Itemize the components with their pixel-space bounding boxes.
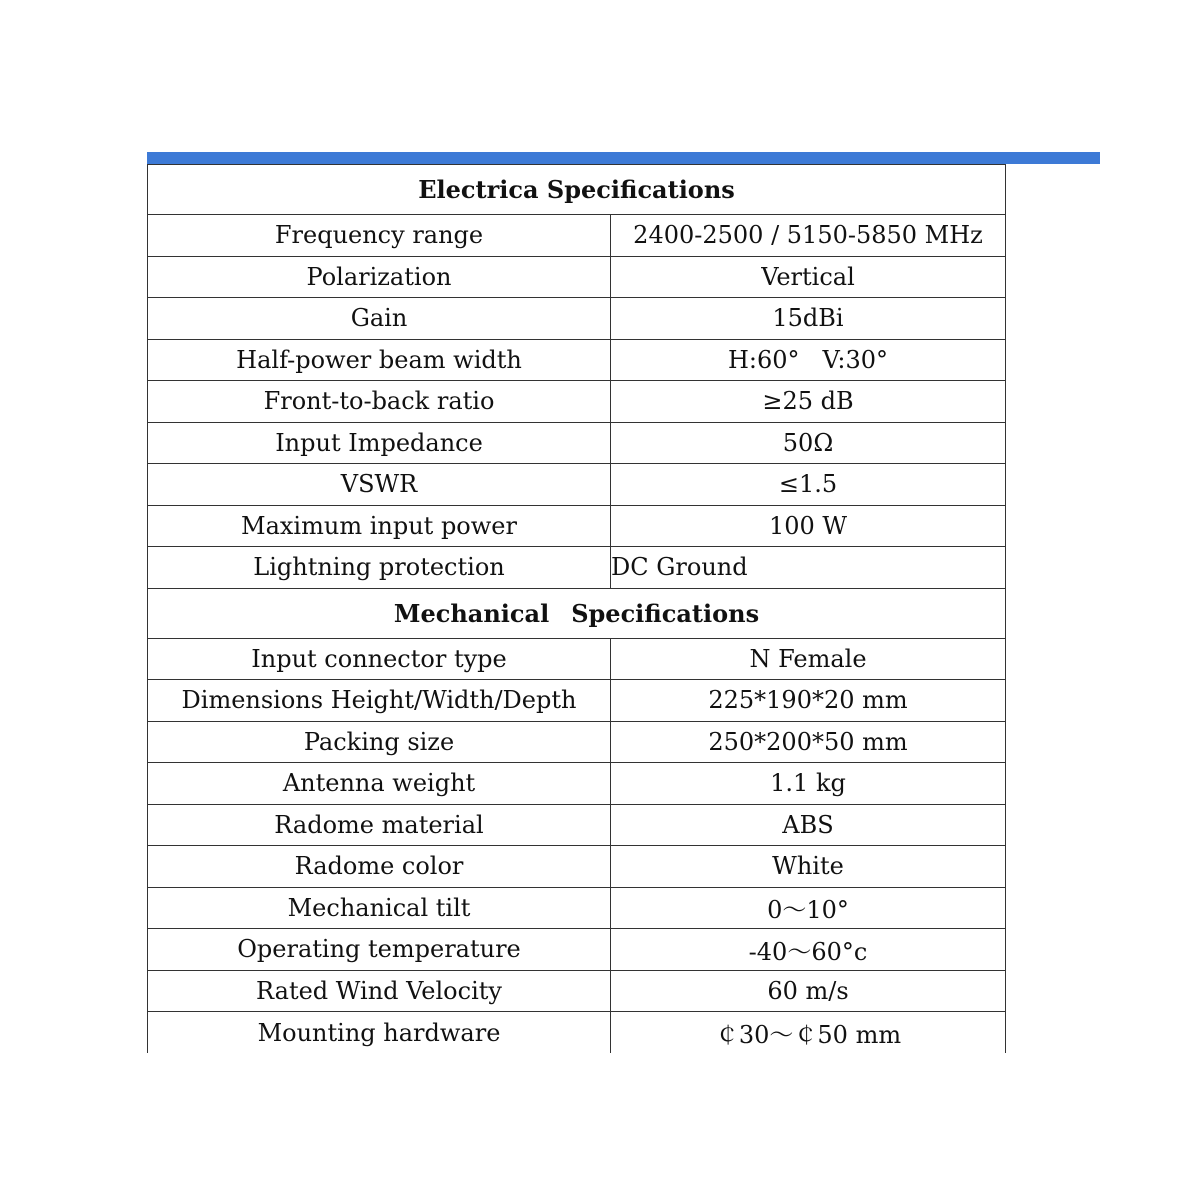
- table-row: [148, 547, 1006, 589]
- spec-label: Lightning protection: [148, 547, 611, 589]
- spec-label: Maximum input power: [148, 505, 611, 547]
- table-row: [148, 846, 1006, 888]
- spec-value: 100 W: [611, 505, 1006, 547]
- spec-value: DC Ground: [611, 547, 1006, 589]
- spec-label: Polarization: [148, 256, 611, 298]
- spec-value: ≤1.5: [611, 464, 1006, 506]
- spec-value: 0～10°: [611, 887, 1006, 929]
- specifications-table: [147, 164, 1006, 1053]
- spec-label: Input connector type: [148, 638, 611, 680]
- spec-label: Front-to-back ratio: [148, 381, 611, 423]
- electrical-section-header: [148, 165, 1006, 215]
- spec-label: Half-power beam width: [148, 339, 611, 381]
- table-row: [148, 339, 1006, 381]
- spec-value: 2400-2500 / 5150-5850 MHz: [611, 215, 1006, 257]
- spec-value: 250*200*50 mm: [611, 721, 1006, 763]
- spec-label: Antenna weight: [148, 763, 611, 805]
- spec-label: Input Impedance: [148, 422, 611, 464]
- spec-label: Radome material: [148, 804, 611, 846]
- spec-label: Dimensions Height/Width/Depth: [148, 680, 611, 722]
- table-row: [148, 680, 1006, 722]
- spec-label: Gain: [148, 298, 611, 340]
- table-row: [148, 422, 1006, 464]
- spec-value: 50Ω: [611, 422, 1006, 464]
- spec-value: 1.1 kg: [611, 763, 1006, 805]
- spec-label: Operating temperature: [148, 929, 611, 971]
- spec-value: 225*190*20 mm: [611, 680, 1006, 722]
- spec-value: H:60° V:30°: [611, 339, 1006, 381]
- table-row: [148, 763, 1006, 805]
- table-row: [148, 381, 1006, 423]
- spec-label: Mounting hardware: [148, 1012, 611, 1054]
- spec-value: ABS: [611, 804, 1006, 846]
- table-row: [148, 721, 1006, 763]
- electrical-section-title: Electrica Specifications: [148, 165, 1006, 215]
- spec-label: Rated Wind Velocity: [148, 970, 611, 1012]
- table-row: [148, 256, 1006, 298]
- spec-label: VSWR: [148, 464, 611, 506]
- table-row: [148, 887, 1006, 929]
- table-row: [148, 804, 1006, 846]
- mechanical-section-title: [148, 588, 1006, 638]
- spec-label: Packing size: [148, 721, 611, 763]
- spec-value: Vertical: [611, 256, 1006, 298]
- spec-value: 60 m/s: [611, 970, 1006, 1012]
- spec-value: -40～60°c: [611, 929, 1006, 971]
- table-row: [148, 638, 1006, 680]
- table-row: [148, 298, 1006, 340]
- table-row: [148, 505, 1006, 547]
- spec-label: Radome color: [148, 846, 611, 888]
- spec-value: ￠30～￠50 mm: [611, 1012, 1006, 1054]
- spec-label: Mechanical tilt: [148, 887, 611, 929]
- table-row: [148, 970, 1006, 1012]
- header-accent-bar: [147, 152, 1100, 164]
- spec-value: N Female: [611, 638, 1006, 680]
- mechanical-section-header: [148, 588, 1006, 638]
- table-row: [148, 1012, 1006, 1054]
- table-row: [148, 464, 1006, 506]
- spec-value: 15dBi: [611, 298, 1006, 340]
- mechanical-title-word-2: Specifications: [571, 598, 760, 628]
- spec-value: ≥25 dB: [611, 381, 1006, 423]
- spec-value: White: [611, 846, 1006, 888]
- table-row: [148, 929, 1006, 971]
- mechanical-title-word-1: Mechanical: [393, 598, 550, 628]
- spec-label: Frequency range: [148, 215, 611, 257]
- table-row: [148, 215, 1006, 257]
